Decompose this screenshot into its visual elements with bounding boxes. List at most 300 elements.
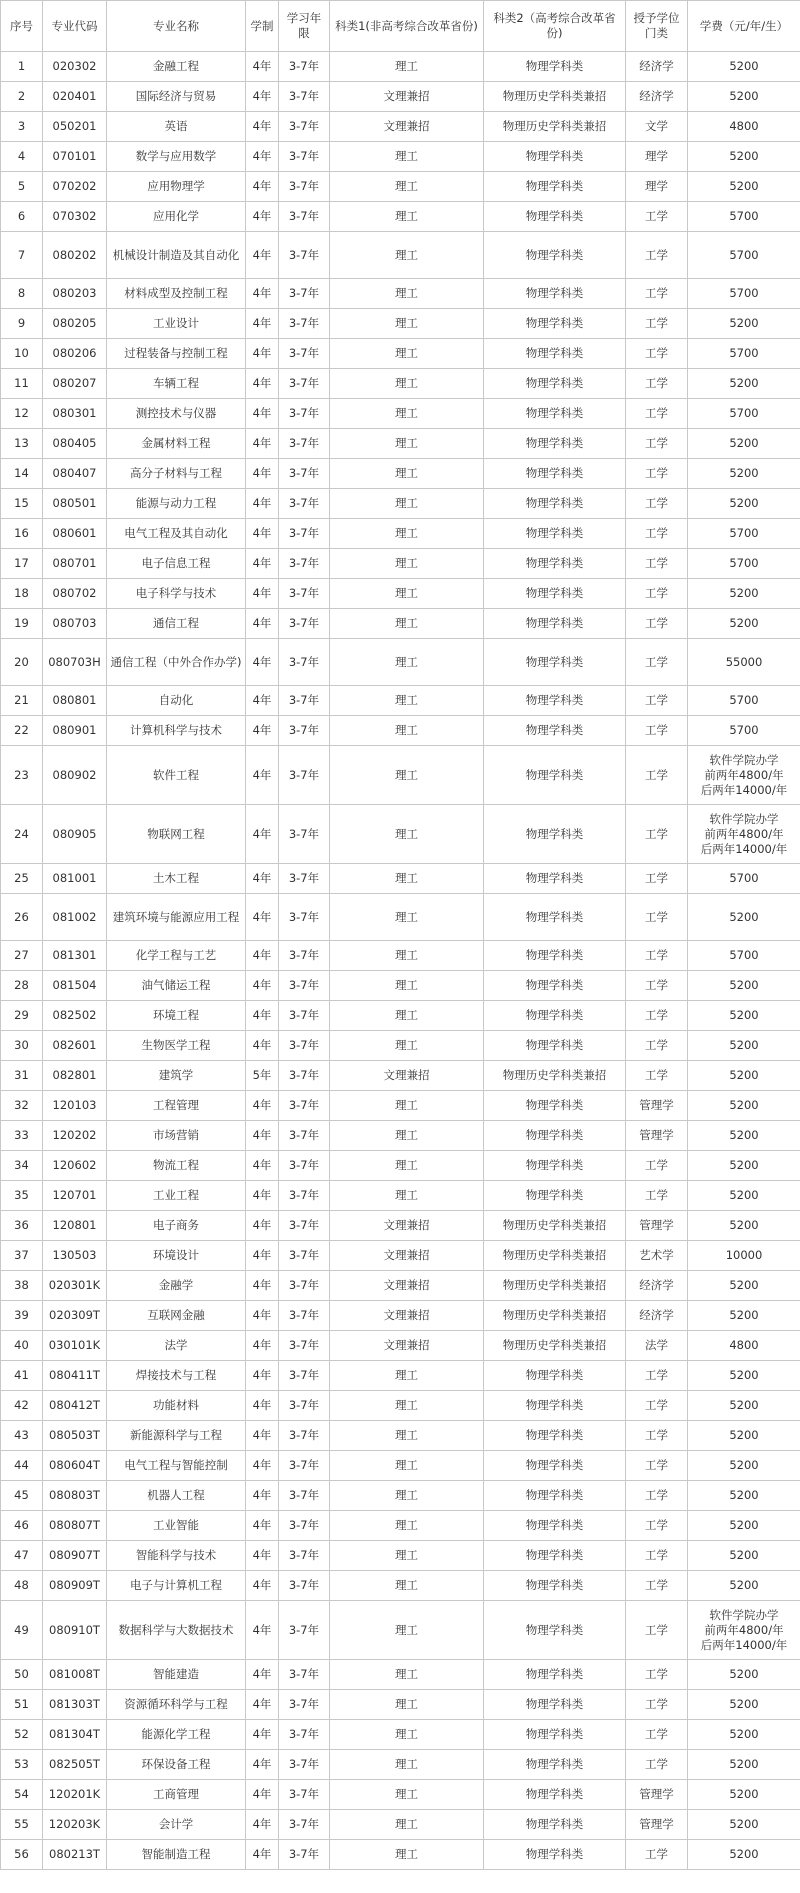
cell-duration: 4年 [246, 1031, 279, 1061]
table-row [1, 1151, 800, 1181]
cell-fee: 5200 [688, 1750, 800, 1780]
cell-degree: 工学 [626, 1690, 688, 1720]
cell-years: 3-7年 [279, 1660, 330, 1690]
cell-category-1: 理工 [330, 1601, 484, 1660]
cell-degree: 工学 [626, 1451, 688, 1481]
table-row [1, 1690, 800, 1720]
cell-degree: 经济学 [626, 82, 688, 112]
cell-fee: 5200 [688, 1151, 800, 1181]
table-row [1, 1511, 800, 1541]
cell-code: 080407 [43, 459, 107, 489]
cell-code: 080807T [43, 1511, 107, 1541]
cell-duration: 4年 [246, 864, 279, 894]
cell-fee: 5200 [688, 1511, 800, 1541]
cell-no: 21 [1, 686, 43, 716]
cell-no: 54 [1, 1780, 43, 1810]
cell-fee: 5200 [688, 459, 800, 489]
cell-years: 3-7年 [279, 1511, 330, 1541]
cell-degree: 理学 [626, 142, 688, 172]
cell-years: 3-7年 [279, 202, 330, 232]
cell-no: 26 [1, 894, 43, 941]
cell-code: 080411T [43, 1361, 107, 1391]
cell-category-1: 理工 [330, 805, 484, 864]
cell-fee: 5200 [688, 1780, 800, 1810]
cell-category-2: 物理学科类 [484, 1481, 626, 1511]
cell-category-2: 物理学科类 [484, 971, 626, 1001]
table-row [1, 1361, 800, 1391]
cell-no: 18 [1, 579, 43, 609]
fee-line: 后两年14000/年 [700, 841, 788, 856]
cell-duration: 4年 [246, 1601, 279, 1660]
cell-code: 080905 [43, 805, 107, 864]
cell-code: 080213T [43, 1840, 107, 1870]
table-row [1, 805, 800, 864]
table-row [1, 82, 800, 112]
cell-duration: 4年 [246, 639, 279, 686]
cell-no: 17 [1, 549, 43, 579]
cell-category-2: 物理学科类 [484, 1181, 626, 1211]
cell-category-1: 理工 [330, 1720, 484, 1750]
cell-duration: 4年 [246, 1151, 279, 1181]
cell-category-2: 物理学科类 [484, 1720, 626, 1750]
cell-name: 金融学 [107, 1271, 246, 1301]
cell-fee: 5700 [688, 941, 800, 971]
cell-category-2: 物理学科类 [484, 1840, 626, 1870]
cell-no: 55 [1, 1810, 43, 1840]
cell-category-1: 理工 [330, 579, 484, 609]
cell-name: 车辆工程 [107, 369, 246, 399]
cell-degree: 工学 [626, 1660, 688, 1690]
cell-category-1: 理工 [330, 1660, 484, 1690]
cell-fee: 5200 [688, 971, 800, 1001]
cell-duration: 4年 [246, 1780, 279, 1810]
cell-name: 过程装备与控制工程 [107, 339, 246, 369]
cell-category-1: 理工 [330, 369, 484, 399]
table-row [1, 1810, 800, 1840]
cell-duration: 4年 [246, 369, 279, 399]
cell-category-2: 物理历史学科类兼招 [484, 1211, 626, 1241]
cell-name: 工商管理 [107, 1780, 246, 1810]
cell-duration: 4年 [246, 746, 279, 805]
cell-category-1: 理工 [330, 52, 484, 82]
cell-no: 10 [1, 339, 43, 369]
cell-code: 080801 [43, 686, 107, 716]
cell-years: 3-7年 [279, 1361, 330, 1391]
cell-category-1: 理工 [330, 1121, 484, 1151]
cell-category-2: 物理学科类 [484, 1121, 626, 1151]
table-row [1, 1601, 800, 1660]
cell-category-2: 物理学科类 [484, 549, 626, 579]
header-fee: 学费（元/年/生） [688, 1, 800, 52]
cell-fee: 55000 [688, 639, 800, 686]
cell-fee: 5200 [688, 1061, 800, 1091]
cell-duration: 4年 [246, 232, 279, 279]
cell-duration: 4年 [246, 805, 279, 864]
cell-fee: 5200 [688, 1031, 800, 1061]
cell-years: 3-7年 [279, 746, 330, 805]
cell-name: 工业智能 [107, 1511, 246, 1541]
cell-fee: 5200 [688, 1211, 800, 1241]
cell-duration: 4年 [246, 202, 279, 232]
cell-code: 081002 [43, 894, 107, 941]
cell-degree: 理学 [626, 172, 688, 202]
table-row [1, 399, 800, 429]
cell-duration: 4年 [246, 52, 279, 82]
cell-no: 13 [1, 429, 43, 459]
header-code: 专业代码 [43, 1, 107, 52]
cell-name: 智能科学与技术 [107, 1541, 246, 1571]
cell-code: 080910T [43, 1601, 107, 1660]
cell-category-1: 理工 [330, 1151, 484, 1181]
cell-years: 3-7年 [279, 1391, 330, 1421]
table-row [1, 202, 800, 232]
cell-fee: 5200 [688, 894, 800, 941]
cell-no: 52 [1, 1720, 43, 1750]
cell-no: 43 [1, 1421, 43, 1451]
cell-category-1: 理工 [330, 1001, 484, 1031]
cell-category-1: 理工 [330, 1361, 484, 1391]
cell-name: 智能制造工程 [107, 1840, 246, 1870]
cell-category-2: 物理学科类 [484, 489, 626, 519]
cell-years: 3-7年 [279, 279, 330, 309]
cell-duration: 4年 [246, 894, 279, 941]
cell-degree: 工学 [626, 1720, 688, 1750]
cell-name: 自动化 [107, 686, 246, 716]
cell-name: 物流工程 [107, 1151, 246, 1181]
cell-years: 3-7年 [279, 1241, 330, 1271]
cell-category-1: 理工 [330, 1391, 484, 1421]
cell-no: 51 [1, 1690, 43, 1720]
cell-category-2: 物理学科类 [484, 429, 626, 459]
cell-fee: 5200 [688, 1091, 800, 1121]
cell-category-2: 物理学科类 [484, 686, 626, 716]
cell-category-2: 物理学科类 [484, 941, 626, 971]
cell-category-2: 物理历史学科类兼招 [484, 112, 626, 142]
cell-category-2: 物理学科类 [484, 172, 626, 202]
cell-no: 34 [1, 1151, 43, 1181]
cell-fee: 5700 [688, 864, 800, 894]
cell-name: 英语 [107, 112, 246, 142]
cell-duration: 4年 [246, 112, 279, 142]
cell-duration: 4年 [246, 1660, 279, 1690]
cell-no: 46 [1, 1511, 43, 1541]
cell-category-1: 文理兼招 [330, 112, 484, 142]
cell-code: 070202 [43, 172, 107, 202]
cell-category-2: 物理学科类 [484, 1601, 626, 1660]
fee-line: 软件学院办学 [709, 811, 779, 826]
cell-degree: 工学 [626, 369, 688, 399]
cell-category-2: 物理学科类 [484, 746, 626, 805]
fee-line: 后两年14000/年 [700, 782, 788, 797]
table-row [1, 639, 800, 686]
cell-years: 3-7年 [279, 1301, 330, 1331]
cell-no: 23 [1, 746, 43, 805]
cell-no: 11 [1, 369, 43, 399]
cell-code: 082505T [43, 1750, 107, 1780]
cell-duration: 4年 [246, 489, 279, 519]
cell-no: 14 [1, 459, 43, 489]
cell-duration: 4年 [246, 1720, 279, 1750]
cell-category-1: 理工 [330, 429, 484, 459]
cell-years: 3-7年 [279, 519, 330, 549]
cell-category-1: 理工 [330, 971, 484, 1001]
table-row [1, 519, 800, 549]
cell-no: 1 [1, 52, 43, 82]
cell-degree: 工学 [626, 1421, 688, 1451]
cell-name: 高分子材料与工程 [107, 459, 246, 489]
table-row [1, 1451, 800, 1481]
cell-category-1: 理工 [330, 309, 484, 339]
cell-category-1: 理工 [330, 142, 484, 172]
cell-no: 8 [1, 279, 43, 309]
cell-category-1: 理工 [330, 609, 484, 639]
cell-fee: 5200 [688, 52, 800, 82]
cell-years: 3-7年 [279, 1121, 330, 1151]
cell-category-1: 理工 [330, 1810, 484, 1840]
table-row [1, 1121, 800, 1151]
cell-category-2: 物理学科类 [484, 309, 626, 339]
cell-category-2: 物理学科类 [484, 52, 626, 82]
cell-years: 3-7年 [279, 1151, 330, 1181]
cell-name: 数学与应用数学 [107, 142, 246, 172]
cell-duration: 4年 [246, 941, 279, 971]
cell-fee: 5200 [688, 1481, 800, 1511]
cell-code: 070302 [43, 202, 107, 232]
cell-name: 资源循环科学与工程 [107, 1690, 246, 1720]
cell-category-1: 理工 [330, 746, 484, 805]
cell-degree: 管理学 [626, 1091, 688, 1121]
cell-name: 应用化学 [107, 202, 246, 232]
cell-degree: 工学 [626, 609, 688, 639]
cell-degree: 工学 [626, 894, 688, 941]
cell-fee: 4800 [688, 1331, 800, 1361]
header-category-2: 科类2（高考综合改革省份) [484, 1, 626, 52]
cell-years: 3-7年 [279, 549, 330, 579]
cell-years: 3-7年 [279, 1421, 330, 1451]
cell-degree: 经济学 [626, 1271, 688, 1301]
cell-fee: 5200 [688, 142, 800, 172]
cell-duration: 4年 [246, 686, 279, 716]
cell-years: 3-7年 [279, 1481, 330, 1511]
cell-category-2: 物理学科类 [484, 1690, 626, 1720]
cell-name: 工业设计 [107, 309, 246, 339]
cell-years: 3-7年 [279, 971, 330, 1001]
cell-code: 080202 [43, 232, 107, 279]
cell-name: 智能建造 [107, 1660, 246, 1690]
cell-degree: 法学 [626, 1331, 688, 1361]
table-body [1, 52, 800, 1870]
cell-years: 3-7年 [279, 1091, 330, 1121]
cell-degree: 工学 [626, 864, 688, 894]
cell-years: 3-7年 [279, 1001, 330, 1031]
cell-degree: 工学 [626, 686, 688, 716]
cell-code: 082801 [43, 1061, 107, 1091]
cell-code: 080301 [43, 399, 107, 429]
cell-name: 生物医学工程 [107, 1031, 246, 1061]
table-row [1, 1720, 800, 1750]
cell-duration: 4年 [246, 459, 279, 489]
cell-category-2: 物理学科类 [484, 639, 626, 686]
cell-no: 47 [1, 1541, 43, 1571]
cell-code: 080503T [43, 1421, 107, 1451]
cell-years: 3-7年 [279, 489, 330, 519]
cell-fee: 5200 [688, 429, 800, 459]
fee-line: 前两年4800/年 [704, 767, 784, 782]
cell-no: 28 [1, 971, 43, 1001]
cell-no: 32 [1, 1091, 43, 1121]
table-row [1, 686, 800, 716]
cell-code: 080604T [43, 1451, 107, 1481]
fee-line: 前两年4800/年 [704, 1622, 784, 1637]
cell-fee: 5200 [688, 1361, 800, 1391]
cell-category-2: 物理学科类 [484, 339, 626, 369]
cell-no: 12 [1, 399, 43, 429]
cell-years: 3-7年 [279, 1840, 330, 1870]
cell-duration: 4年 [246, 971, 279, 1001]
cell-code: 080701 [43, 549, 107, 579]
cell-fee: 5200 [688, 1121, 800, 1151]
cell-category-1: 理工 [330, 339, 484, 369]
cell-category-2: 物理学科类 [484, 1750, 626, 1780]
cell-name: 国际经济与贸易 [107, 82, 246, 112]
cell-category-2: 物理学科类 [484, 232, 626, 279]
cell-code: 120602 [43, 1151, 107, 1181]
cell-duration: 4年 [246, 1181, 279, 1211]
cell-name: 工业工程 [107, 1181, 246, 1211]
table-row [1, 232, 800, 279]
cell-category-2: 物理学科类 [484, 805, 626, 864]
cell-degree: 工学 [626, 519, 688, 549]
cell-code: 120203K [43, 1810, 107, 1840]
cell-degree: 工学 [626, 1031, 688, 1061]
cell-category-2: 物理学科类 [484, 1391, 626, 1421]
cell-degree: 工学 [626, 1541, 688, 1571]
cell-fee: 5200 [688, 1541, 800, 1571]
table-row [1, 1241, 800, 1271]
cell-years: 3-7年 [279, 429, 330, 459]
cell-years: 3-7年 [279, 369, 330, 399]
cell-no: 50 [1, 1660, 43, 1690]
table-row [1, 112, 800, 142]
header-duration: 学制 [246, 1, 279, 52]
cell-category-2: 物理学科类 [484, 1571, 626, 1601]
cell-code: 080412T [43, 1391, 107, 1421]
table-row [1, 609, 800, 639]
cell-name: 材料成型及控制工程 [107, 279, 246, 309]
cell-code: 080205 [43, 309, 107, 339]
cell-years: 3-7年 [279, 1720, 330, 1750]
cell-category-1: 理工 [330, 1750, 484, 1780]
cell-category-2: 物理学科类 [484, 202, 626, 232]
cell-fee: 5200 [688, 1181, 800, 1211]
cell-category-2: 物理历史学科类兼招 [484, 1331, 626, 1361]
cell-degree: 工学 [626, 746, 688, 805]
cell-code: 081301 [43, 941, 107, 971]
cell-fee: 5700 [688, 399, 800, 429]
cell-degree: 工学 [626, 309, 688, 339]
table-row [1, 1211, 800, 1241]
cell-degree: 工学 [626, 941, 688, 971]
cell-category-1: 理工 [330, 1451, 484, 1481]
cell-category-1: 文理兼招 [330, 82, 484, 112]
cell-years: 3-7年 [279, 1181, 330, 1211]
cell-duration: 4年 [246, 1571, 279, 1601]
cell-no: 27 [1, 941, 43, 971]
cell-duration: 4年 [246, 1391, 279, 1421]
cell-name: 应用物理学 [107, 172, 246, 202]
cell-degree: 艺术学 [626, 1241, 688, 1271]
cell-category-2: 物理学科类 [484, 1541, 626, 1571]
cell-code: 081001 [43, 864, 107, 894]
cell-name: 会计学 [107, 1810, 246, 1840]
cell-name: 通信工程（中外合作办学) [107, 639, 246, 686]
cell-years: 3-7年 [279, 1541, 330, 1571]
cell-duration: 4年 [246, 1301, 279, 1331]
cell-category-2: 物理学科类 [484, 1001, 626, 1031]
cell-name: 软件工程 [107, 746, 246, 805]
table-row [1, 489, 800, 519]
cell-no: 16 [1, 519, 43, 549]
cell-code: 020301K [43, 1271, 107, 1301]
table-row [1, 1840, 800, 1870]
cell-degree: 工学 [626, 1601, 688, 1660]
cell-code: 081303T [43, 1690, 107, 1720]
cell-duration: 4年 [246, 1541, 279, 1571]
cell-category-2: 物理学科类 [484, 1660, 626, 1690]
cell-category-1: 理工 [330, 894, 484, 941]
cell-code: 120201K [43, 1780, 107, 1810]
cell-name: 建筑学 [107, 1061, 246, 1091]
cell-code: 082502 [43, 1001, 107, 1031]
cell-no: 29 [1, 1001, 43, 1031]
cell-code: 080702 [43, 579, 107, 609]
cell-code: 020302 [43, 52, 107, 82]
cell-degree: 工学 [626, 1181, 688, 1211]
cell-fee: 5200 [688, 579, 800, 609]
cell-duration: 4年 [246, 1750, 279, 1780]
cell-no: 30 [1, 1031, 43, 1061]
cell-years: 3-7年 [279, 864, 330, 894]
cell-category-1: 理工 [330, 459, 484, 489]
cell-name: 化学工程与工艺 [107, 941, 246, 971]
cell-name: 电子与计算机工程 [107, 1571, 246, 1601]
cell-years: 3-7年 [279, 112, 330, 142]
cell-code: 080703H [43, 639, 107, 686]
cell-category-2: 物理历史学科类兼招 [484, 1271, 626, 1301]
cell-no: 31 [1, 1061, 43, 1091]
cell-years: 3-7年 [279, 686, 330, 716]
cell-category-2: 物理学科类 [484, 894, 626, 941]
cell-code: 120202 [43, 1121, 107, 1151]
cell-code: 080501 [43, 489, 107, 519]
cell-duration: 4年 [246, 1511, 279, 1541]
cell-degree: 工学 [626, 1001, 688, 1031]
cell-years: 3-7年 [279, 52, 330, 82]
cell-category-2: 物理学科类 [484, 1511, 626, 1541]
cell-years: 3-7年 [279, 1601, 330, 1660]
cell-category-2: 物理学科类 [484, 1091, 626, 1121]
fee-line: 后两年14000/年 [700, 1637, 788, 1652]
cell-code: 120103 [43, 1091, 107, 1121]
table-row [1, 1660, 800, 1690]
cell-name: 新能源科学与工程 [107, 1421, 246, 1451]
cell-degree: 工学 [626, 1061, 688, 1091]
cell-duration: 4年 [246, 549, 279, 579]
cell-category-1: 理工 [330, 716, 484, 746]
cell-code: 080703 [43, 609, 107, 639]
cell-fee: 5200 [688, 1660, 800, 1690]
cell-code: 080902 [43, 746, 107, 805]
